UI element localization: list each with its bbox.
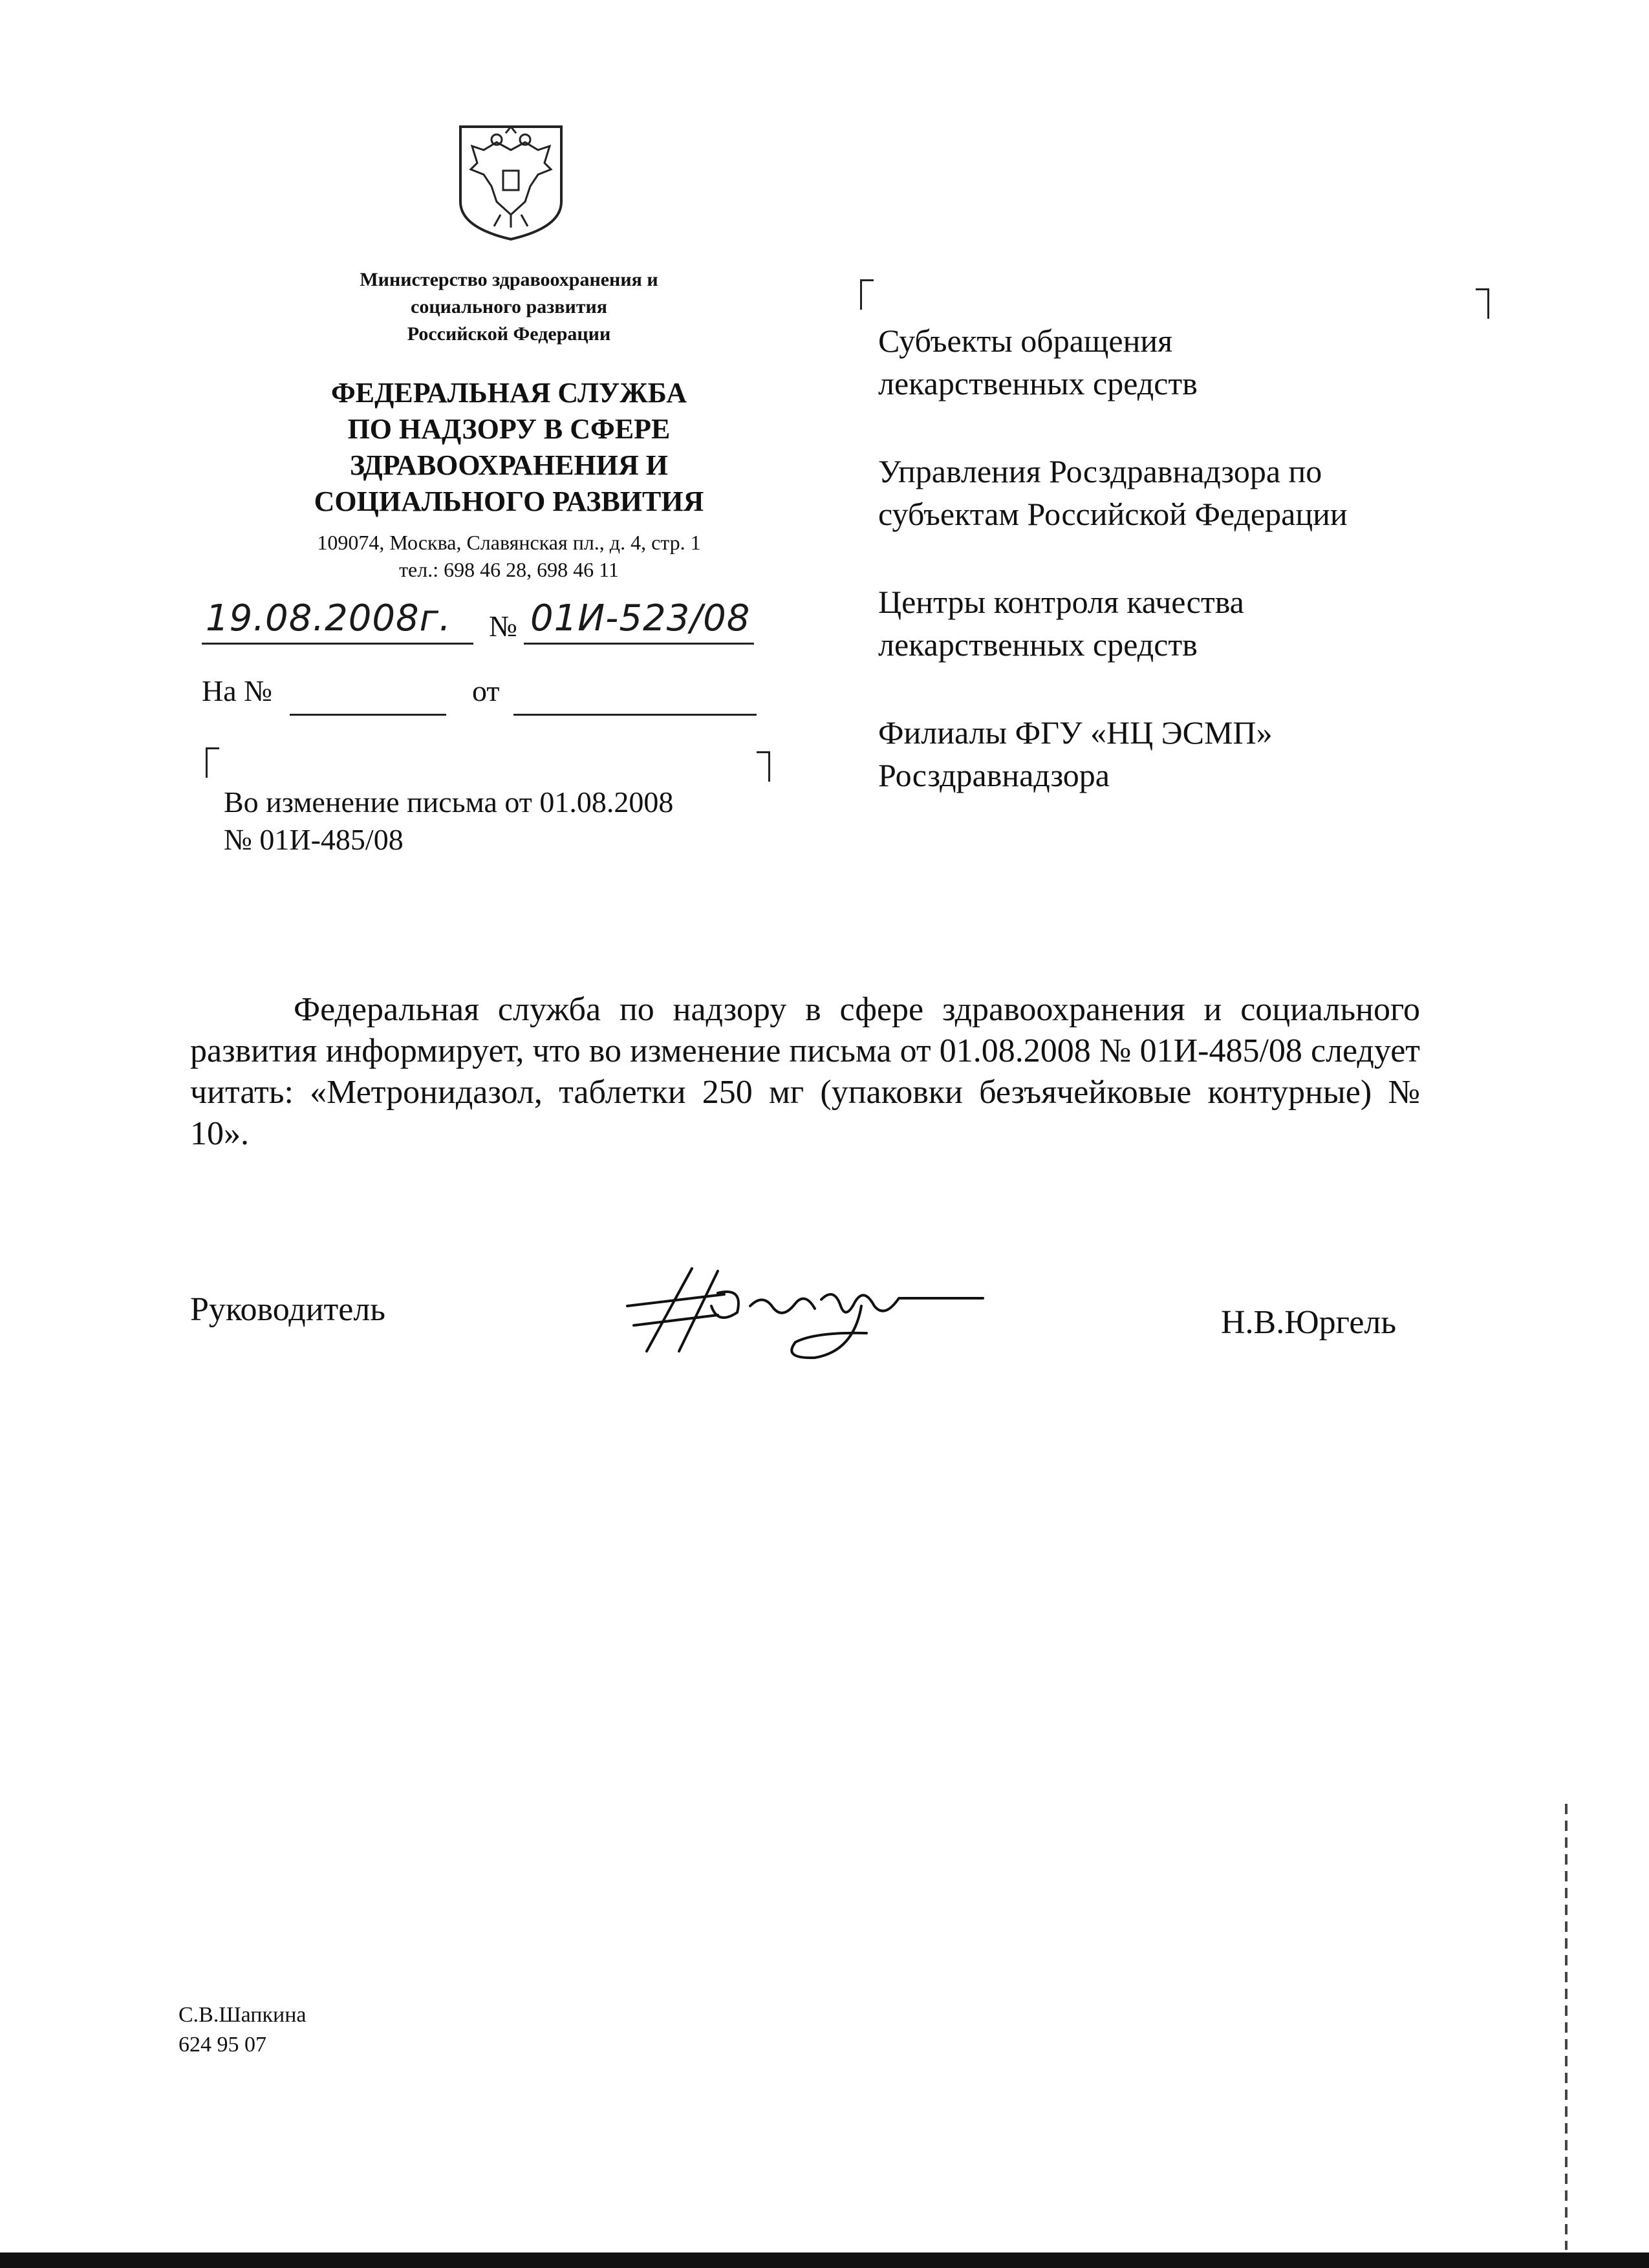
- handwritten-signature-icon: [621, 1261, 1002, 1364]
- signatory-role: Руководитель: [190, 1291, 385, 1328]
- letter-body: Федеральная служба по надзору в сфере здравоохранения и социального развития информирует, что во изменение письма от 01.08.2008 № 01И-485/08 следует читать: «Метронидазол, таблетки 250 мг (упаковки безъячейковые контурные) № 10».: [190, 991, 1420, 1152]
- reference-note: [224, 784, 754, 859]
- number-underline: [524, 643, 754, 645]
- executor-phone: 624 95 07: [178, 2033, 266, 2057]
- recipient-line: лекарственных средств: [878, 626, 1198, 663]
- signatory-name: Н.В.Юргель: [1221, 1304, 1397, 1341]
- executor-block: [178, 2000, 307, 2060]
- number-label: №: [489, 610, 517, 643]
- date-underline: [202, 643, 473, 645]
- address-line: 109074, Москва, Славянская пл., д. 4, стр. 1: [317, 531, 701, 554]
- executor-name: С.В.Шапкина: [178, 2003, 307, 2027]
- reply-date-label: от: [472, 674, 500, 707]
- address-block: [246, 529, 772, 583]
- recipient: [878, 581, 1525, 666]
- ministry-name: [285, 266, 733, 348]
- bracket-top-left: [860, 279, 874, 310]
- letter-number: 01И-523/08: [530, 597, 751, 639]
- reply-date-blank: [513, 714, 757, 716]
- reference-line: Во изменение письма от 01.08.2008: [224, 786, 674, 818]
- scan-bottom-border: [0, 2252, 1649, 2268]
- coat-of-arms-icon: [458, 124, 564, 242]
- recipient-line: Управления Росздравнадзора по: [878, 453, 1322, 489]
- reply-number-blank: [290, 714, 446, 716]
- recipient-line: Филиалы ФГУ «НЦ ЭСМП»: [878, 714, 1273, 751]
- service-line: ПО НАДЗОРУ В СФЕРЕ: [347, 413, 671, 445]
- recipient-line: Центры контроля качества: [878, 584, 1244, 620]
- phone-line: тел.: 698 46 28, 698 46 11: [399, 558, 619, 581]
- service-line: ФЕДЕРАЛЬНАЯ СЛУЖБА: [331, 377, 687, 409]
- service-line: ЗДРАВООХРАНЕНИЯ И: [349, 449, 668, 481]
- service-line: СОЦИАЛЬНОГО РАЗВИТИЯ: [314, 486, 704, 517]
- ministry-line: социального развития: [411, 296, 607, 317]
- recipient-line: Субъекты обращения: [878, 323, 1173, 359]
- recipient-line: Росздравнадзора: [878, 757, 1110, 793]
- bracket-top-right: [757, 751, 770, 782]
- recipient: [878, 319, 1525, 405]
- scan-edge-marks: [1565, 1804, 1568, 2250]
- recipient: [878, 711, 1525, 797]
- bracket-top-right: [1476, 288, 1489, 319]
- recipients-block: [878, 319, 1525, 842]
- ministry-line: Российской Федерации: [407, 323, 611, 345]
- reference-line: № 01И-485/08: [224, 823, 404, 856]
- recipient-line: субъектам Российской Федерации: [878, 496, 1348, 532]
- ministry-line: Министерство здравоохранения и: [360, 269, 658, 290]
- reply-number-label: На №: [202, 674, 273, 707]
- letter-date: 19.08.2008г.: [206, 597, 451, 639]
- bracket-top-left: [206, 747, 219, 778]
- service-name: [246, 375, 772, 520]
- recipient-line: лекарственных средств: [878, 365, 1198, 401]
- recipient: [878, 450, 1525, 535]
